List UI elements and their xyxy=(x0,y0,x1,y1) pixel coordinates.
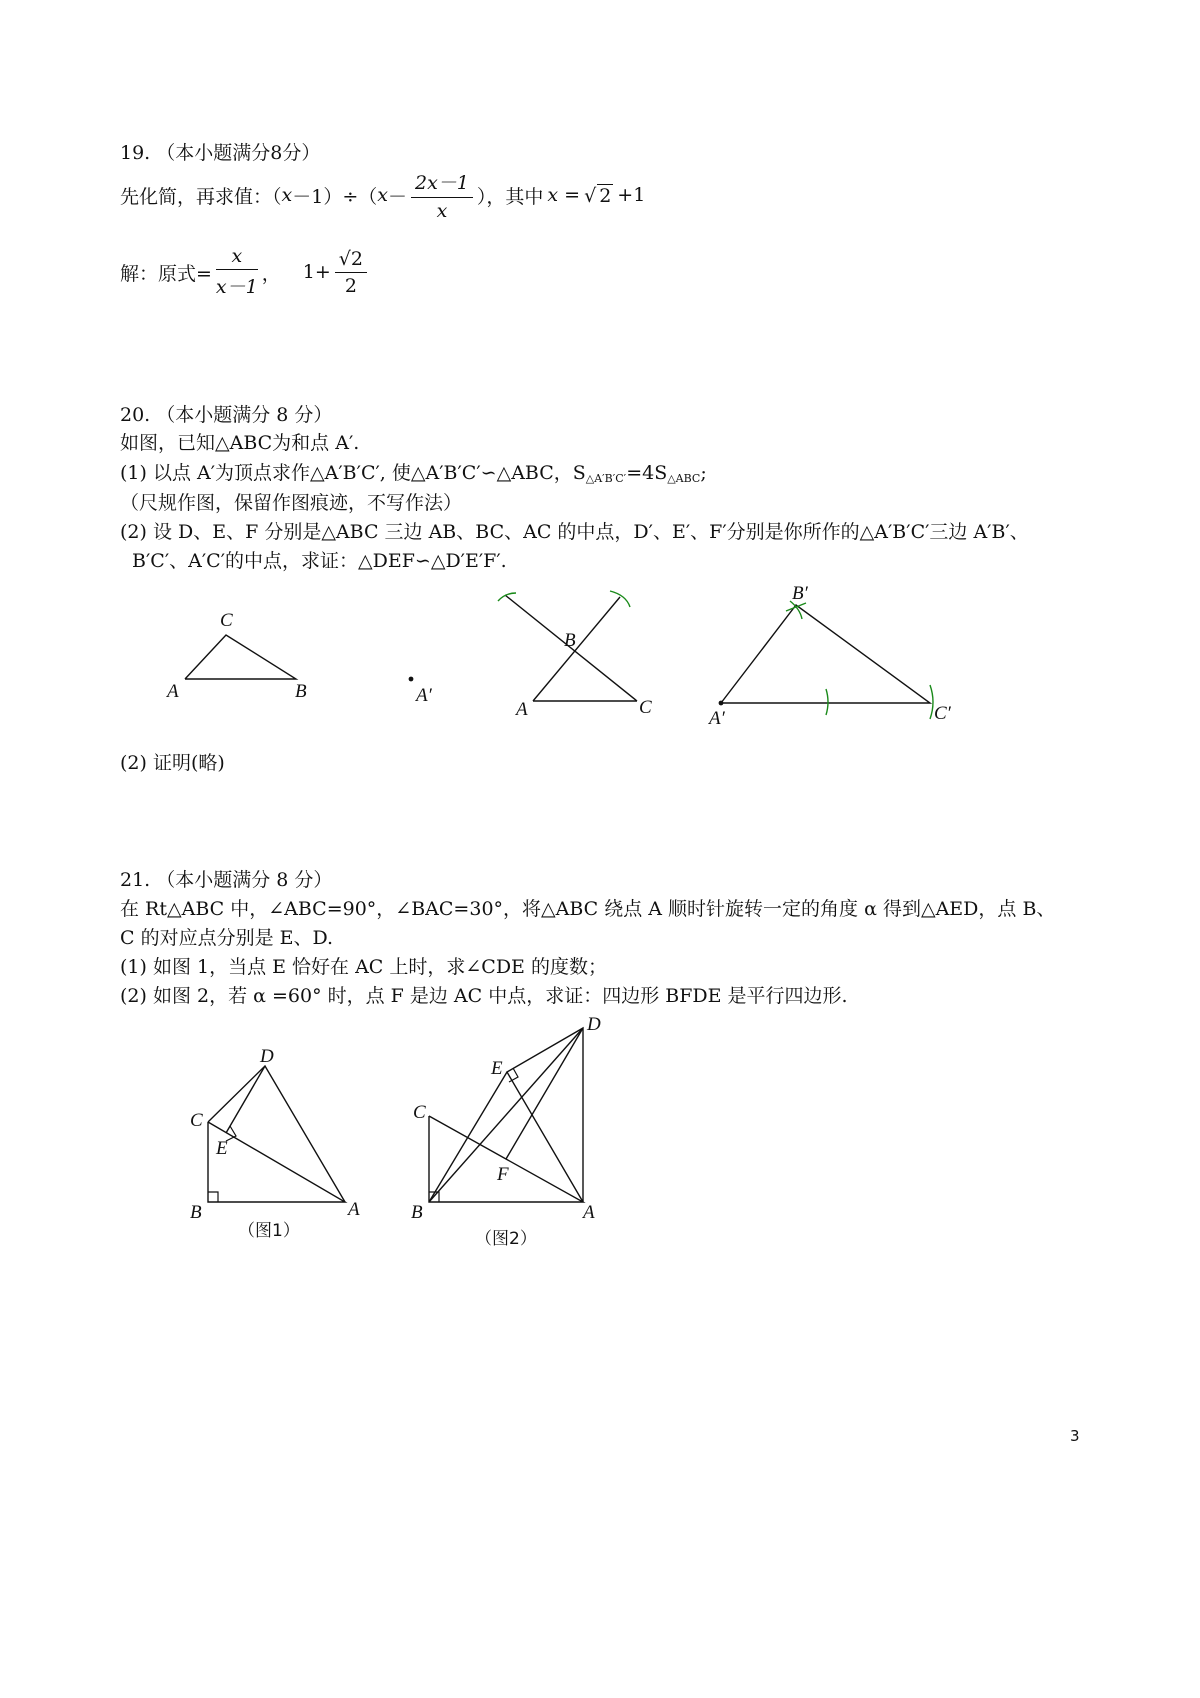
label-B: B xyxy=(295,681,307,702)
q20-line4: (2) 设 D、E、F 分别是△ABC 三边 AB、BC、AC 的中点，D′、E′、F′分别是你所作的△A′B′C′三边 A′B′、 xyxy=(120,521,1029,543)
q19-solution: 解：原式= $\frac{x}{x-1}$ ， 1+ $\frac{√2}{2}$ xyxy=(120,245,371,299)
fig1-right-angle-b xyxy=(208,1192,218,1202)
q20-header: 20. （本小题满分 8 分） xyxy=(120,404,333,426)
fig2-label-F: F xyxy=(497,1164,509,1185)
q21-figure-1 xyxy=(180,1040,420,1270)
label-A-prime2: A′ xyxy=(709,708,725,729)
fig2-segment-be xyxy=(429,1072,507,1202)
point-dot xyxy=(409,677,414,682)
q19-prompt: 先化简，再求值：（ x －1）÷（ x － $\frac{2x-1}{x}$ ），其中 x = √ 2 +1 xyxy=(120,168,645,222)
q19-header: 19. （本小题满分8分） xyxy=(120,142,321,164)
fig2-triangle-aed xyxy=(507,1028,583,1202)
fig1-label-D: D xyxy=(260,1046,274,1067)
q20-triangle-abc xyxy=(165,610,307,702)
q20-line2: (1) 以点 A′为顶点求作△A′B′C′, 使△A′B′C′∽△ABC，$S_{\triangle A'B'C'}=4S_{\triangle ABC}$; xyxy=(120,462,707,485)
fig2-label-C: C xyxy=(413,1102,426,1123)
q20-line5: B′C′、A′C′的中点，求证：△DEF∽△D′E′F′. xyxy=(132,550,507,572)
fig2-label-D: D xyxy=(587,1014,601,1035)
arc-midpoint xyxy=(826,689,828,715)
q20-figures xyxy=(0,585,1200,745)
fig2-label-B: B xyxy=(411,1202,423,1223)
label-C2: C xyxy=(639,697,652,718)
fig1-triangle-abc xyxy=(208,1122,345,1202)
label-A2: A xyxy=(516,699,528,720)
point-a-prime-dot xyxy=(719,701,724,706)
q21-figure-2 xyxy=(405,1012,645,1272)
label-B2: B xyxy=(564,630,576,651)
triangle-prime-edges xyxy=(721,605,930,703)
q21-line4: (2) 如图 2，若 α =60° 时，点 F 是边 AC 中点，求证：四边形 BFDE 是平行四边形. xyxy=(120,985,848,1007)
q21-line2: C 的对应点分别是 E、D. xyxy=(120,927,334,949)
label-C-prime: C′ xyxy=(934,703,951,724)
fig2-label-E: E xyxy=(491,1058,503,1079)
triangle-abc-edges xyxy=(185,635,296,679)
fig2-label-A: A xyxy=(583,1202,595,1223)
fig1-label-C: C xyxy=(190,1110,203,1131)
fig1-label-B: B xyxy=(190,1202,202,1223)
q21-header: 21. （本小题满分 8 分） xyxy=(120,869,333,891)
fig1-caption: （图1） xyxy=(238,1221,300,1241)
fig1-label-A: A xyxy=(348,1199,360,1220)
q19-answer-fraction: $\frac{√2}{2}$ xyxy=(335,248,367,297)
page-number: 3 xyxy=(1070,1427,1080,1445)
label-A: A xyxy=(167,681,179,702)
q20-line1: 如图，已知△ABC为和点 A′. xyxy=(120,432,360,454)
q20-construction-figure xyxy=(498,591,652,720)
label-C: C xyxy=(220,610,233,631)
fig2-caption: （图2） xyxy=(475,1229,537,1249)
arc-c-prime xyxy=(930,685,933,719)
fig2-segment-fd xyxy=(506,1028,583,1159)
q20-triangle-a-prime-b-prime-c-prime xyxy=(707,585,952,729)
line-ab-extended xyxy=(533,597,620,701)
q19-fraction: $\frac{2x-1}{x}$ xyxy=(411,168,473,222)
q21-line3: (1) 如图 1，当点 E 恰好在 AC 上时，求∠CDE 的度数； xyxy=(120,956,607,978)
q20-line3: （尺规作图，保留作图痕迹，不写作法） xyxy=(120,492,463,514)
q19-solution-fraction: $\frac{x}{x-1}$ xyxy=(215,245,258,298)
fig1-label-E: E xyxy=(216,1138,228,1159)
label-A-prime: A′ xyxy=(416,685,432,706)
q20-proof: (2) 证明(略) xyxy=(120,752,225,774)
q20-point-a-prime xyxy=(409,677,433,706)
label-B-prime: B′ xyxy=(792,585,808,604)
q21-line1: 在 Rt△ABC 中，∠ABC=90°，∠BAC=30°，将△ABC 绕点 A 顺时针旋转一定的角度 α 得到△AED，点 B、 xyxy=(120,898,1056,920)
